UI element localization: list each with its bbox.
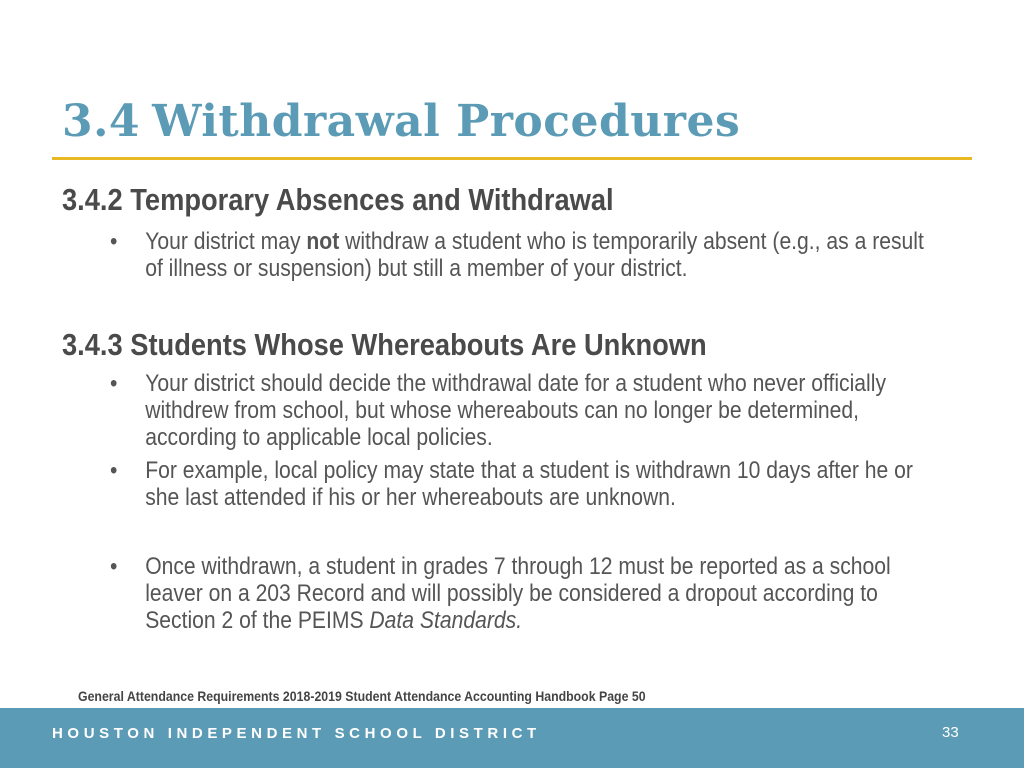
title-text: Withdrawal Procedures bbox=[152, 96, 741, 147]
list-item bbox=[110, 457, 937, 511]
slide-title bbox=[62, 96, 740, 147]
section-heading-temporary-absences: 3.4.2 Temporary Absences and Withdrawal bbox=[62, 182, 614, 217]
bullet-text: Your district may bbox=[145, 228, 307, 255]
bullet-text: withdraw a student who is temporarily absent (e.g., as a result of illness or suspension) but still a member of your district. bbox=[145, 228, 924, 282]
title-number: 3.4 bbox=[62, 96, 141, 147]
bullet-icon: • bbox=[110, 457, 118, 484]
bullet-text: Your district should decide the withdrawal date for a student who never officially withdrew from school, but whose whereabouts can no longer be determined, according to applicable local policies. bbox=[145, 370, 887, 451]
title-divider bbox=[52, 157, 972, 160]
bullet-emphasis: not bbox=[306, 228, 340, 255]
bullet-icon: • bbox=[110, 228, 118, 255]
bullet-italic: Data Standards. bbox=[369, 607, 523, 634]
list-item bbox=[110, 228, 937, 282]
bullet-icon: • bbox=[110, 553, 118, 580]
bullet-list-unknown-whereabouts bbox=[110, 370, 937, 511]
section-heading-unknown-whereabouts: 3.4.3 Students Whose Whereabouts Are Unknown bbox=[62, 327, 707, 362]
bullet-text: For example, local policy may state that a student is withdrawn 10 days after he or she last attended if his or her whereabouts are unknown. bbox=[145, 457, 913, 511]
bullet-icon: • bbox=[110, 370, 118, 397]
bullet-list-school-leaver bbox=[110, 553, 937, 634]
bullet-text: Once withdrawn, a student in grades 7 through 12 must be reported as a school leaver on a 203 Record and will possibly be considered a dropout according to Section 2 of the PEIMS bbox=[145, 553, 891, 634]
list-item bbox=[110, 370, 937, 451]
list-item bbox=[110, 553, 937, 634]
page-number: 33 bbox=[942, 724, 959, 741]
bullet-list-temporary-absences bbox=[110, 228, 937, 282]
organization-name: HOUSTON INDEPENDENT SCHOOL DISTRICT bbox=[52, 725, 541, 742]
source-footnote: General Attendance Requirements 2018-2019 Student Attendance Accounting Handbook Page 50 bbox=[78, 688, 646, 704]
footer-bar bbox=[0, 708, 1024, 768]
